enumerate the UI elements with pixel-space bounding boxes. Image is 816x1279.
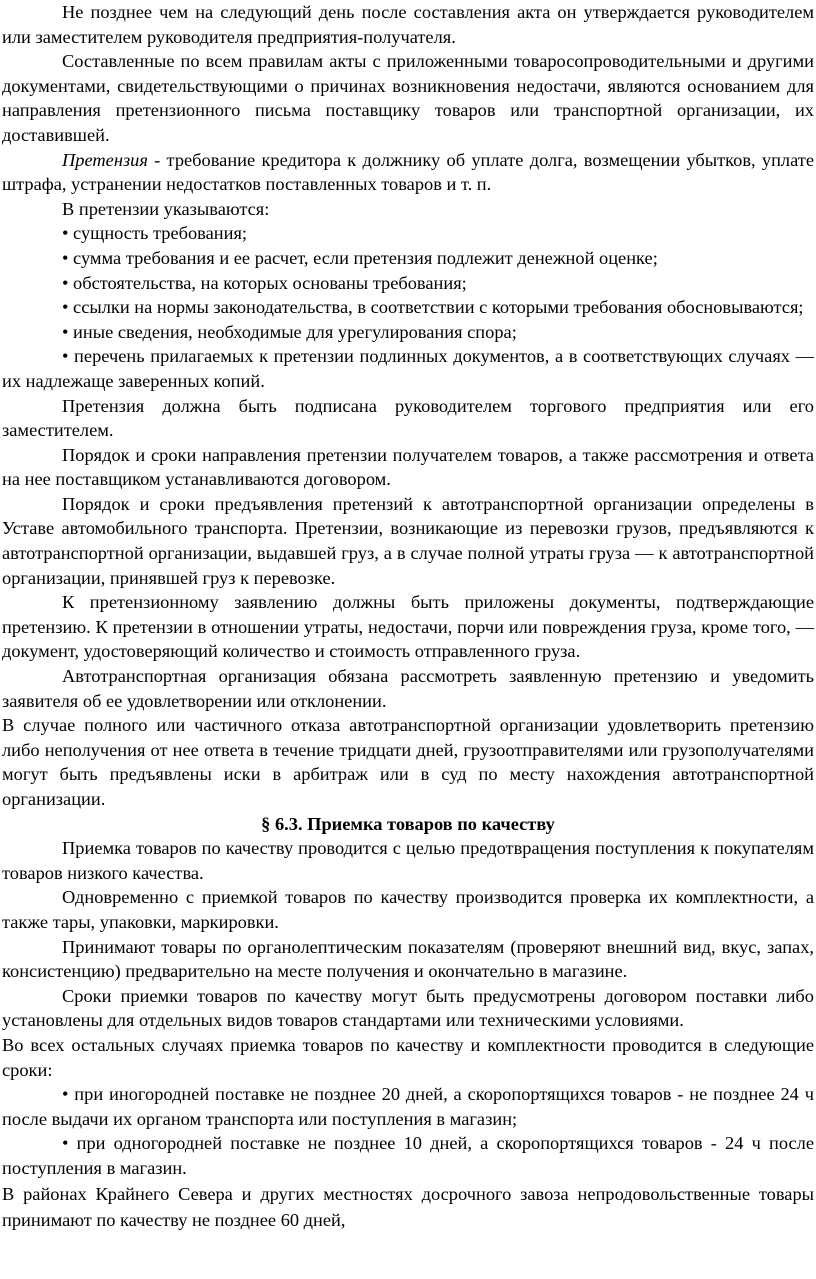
paragraph-signature: Претензия должна быть подписана руководителем торгового предприятия или его заместителем. (2, 395, 814, 441)
list-item-other-info: • иные сведения, необходимые для урегулирования спора; (62, 321, 517, 342)
list-item-documents: • перечень прилагаемых к претензии подлинных документов, а в соответствующих случаях — их надлежаще заверенных копий. (2, 346, 814, 391)
paragraph-other-cases: Во всех остальных случаях приемка товаров по качеству и комплектности проводится в следующие сроки: (2, 1034, 814, 1080)
paragraph-completeness-check: Одновременно с приемкой товаров по качеству производится проверка их комплектности, а также тары, упаковки, маркировки. (2, 887, 814, 932)
paragraph-acceptance-terms: Сроки приемки товаров по качеству могут быть предусмотрены договором поставки либо установлены для отдельных видов товаров стандартами или техническими условиями. (2, 985, 814, 1031)
list-item-essence: • сущность требования; (62, 223, 248, 244)
paragraph-transport-claims: Порядок и сроки предъявления претензий к автотранспортной организации определены в Уставе автомобильного транспорта. Претензии, возникающие из перевозки грузов, предъявляются к автотранспортной организации, выдавшей груз, а в случае полной утраты груза — к автотранспортной организации, принявшей груз к перевозке. (2, 493, 814, 588)
list-item-circumstances: • обстоятельства, на которых основаны требования; (62, 272, 467, 293)
term-claim: Претензия (62, 149, 148, 170)
list-item-amount: • сумма требования и ее расчет, если претензия подлежит денежной оценке; (62, 247, 658, 268)
list-item-law-references: • ссылки на нормы законодательства, в соответствии с которыми требования обосновываются; (62, 297, 804, 318)
paragraph-transport-review: Автотранспортная организация обязана рассмотреть заявленную претензию и уведомить заявителя об ее удовлетворении или отклонении. (2, 666, 814, 711)
claim-definition-text: - требование кредитора к должнику об уплате долга, возмещении убытков, уплате штрафа, устранении недостатков поставленных товаров и т. п. (2, 149, 814, 195)
paragraph-claim-contents-intro: В претензии указываются: (62, 198, 270, 219)
list-item-nonlocal-delivery: • при иногородней поставке не позднее 20 дней, а скоропортящихся товаров - не позднее 24 ч после выдачи их органом транспорта или поступления в магазин; (2, 1084, 814, 1129)
list-item-local-delivery: • при одногородней поставке не позднее 10 дней, а скоропортящихся товаров - 24 ч после поступления в магазин. (2, 1133, 814, 1178)
section-heading: § 6.3. Приемка товаров по качеству (261, 813, 555, 834)
paragraph-claim-attachments: К претензионному заявлению должны быть приложены документы, подтверждающие претензию. К претензии в отношении утраты, недостачи, порчи или повреждения груза, кроме того, — документ, удостоверяющий количество и стоимость отправленного груза. (2, 592, 814, 662)
paragraph-quality-acceptance: Приемка товаров по качеству проводится с целью предотвращения поступления к покупателям товаров низкого качества. (2, 838, 814, 883)
paragraph-far-north: В районах Крайнего Севера и других местностях досрочного завоза непродовольственные товары принимают по качеству не позднее 60 дней, (2, 1183, 814, 1230)
paragraph-acts-basis: Составленные по всем правилам акты с приложенными товаросопроводительными и другими документами, свидетельствующими о причинах возникновения недостачи, являются основанием для направления претензионного письма поставщику товаров или транспортной организации, их доставившей. (2, 51, 814, 145)
paragraph-claim-procedure: Порядок и сроки направления претензии получателем товаров, а также рассмотрения и ответа на нее поставщиком устанавливаются договором. (2, 444, 814, 490)
paragraph-act-approval: Не позднее чем на следующий день после составления акта он утверждается руководителем или заместителем руководителя предприятия-получателя. (2, 2, 814, 47)
paragraph-organoleptic: Принимают товары по органолептическим показателям (проверяют внешний вид, вкус, запах, консистенцию) предварительно на месте получения и окончательно в магазине. (2, 936, 814, 982)
paragraph-claim-definition (2, 148, 814, 197)
paragraph-refusal-lawsuit: В случае полного или частичного отказа автотранспортной организации удовлетворить претензию либо неполучения от нее ответа в течение тридцати дней, грузоотправителями или грузополучателями могут быть предъявлены иски в арбитраж или в суд по месту нахождения автотранспортной организации. (2, 715, 814, 809)
